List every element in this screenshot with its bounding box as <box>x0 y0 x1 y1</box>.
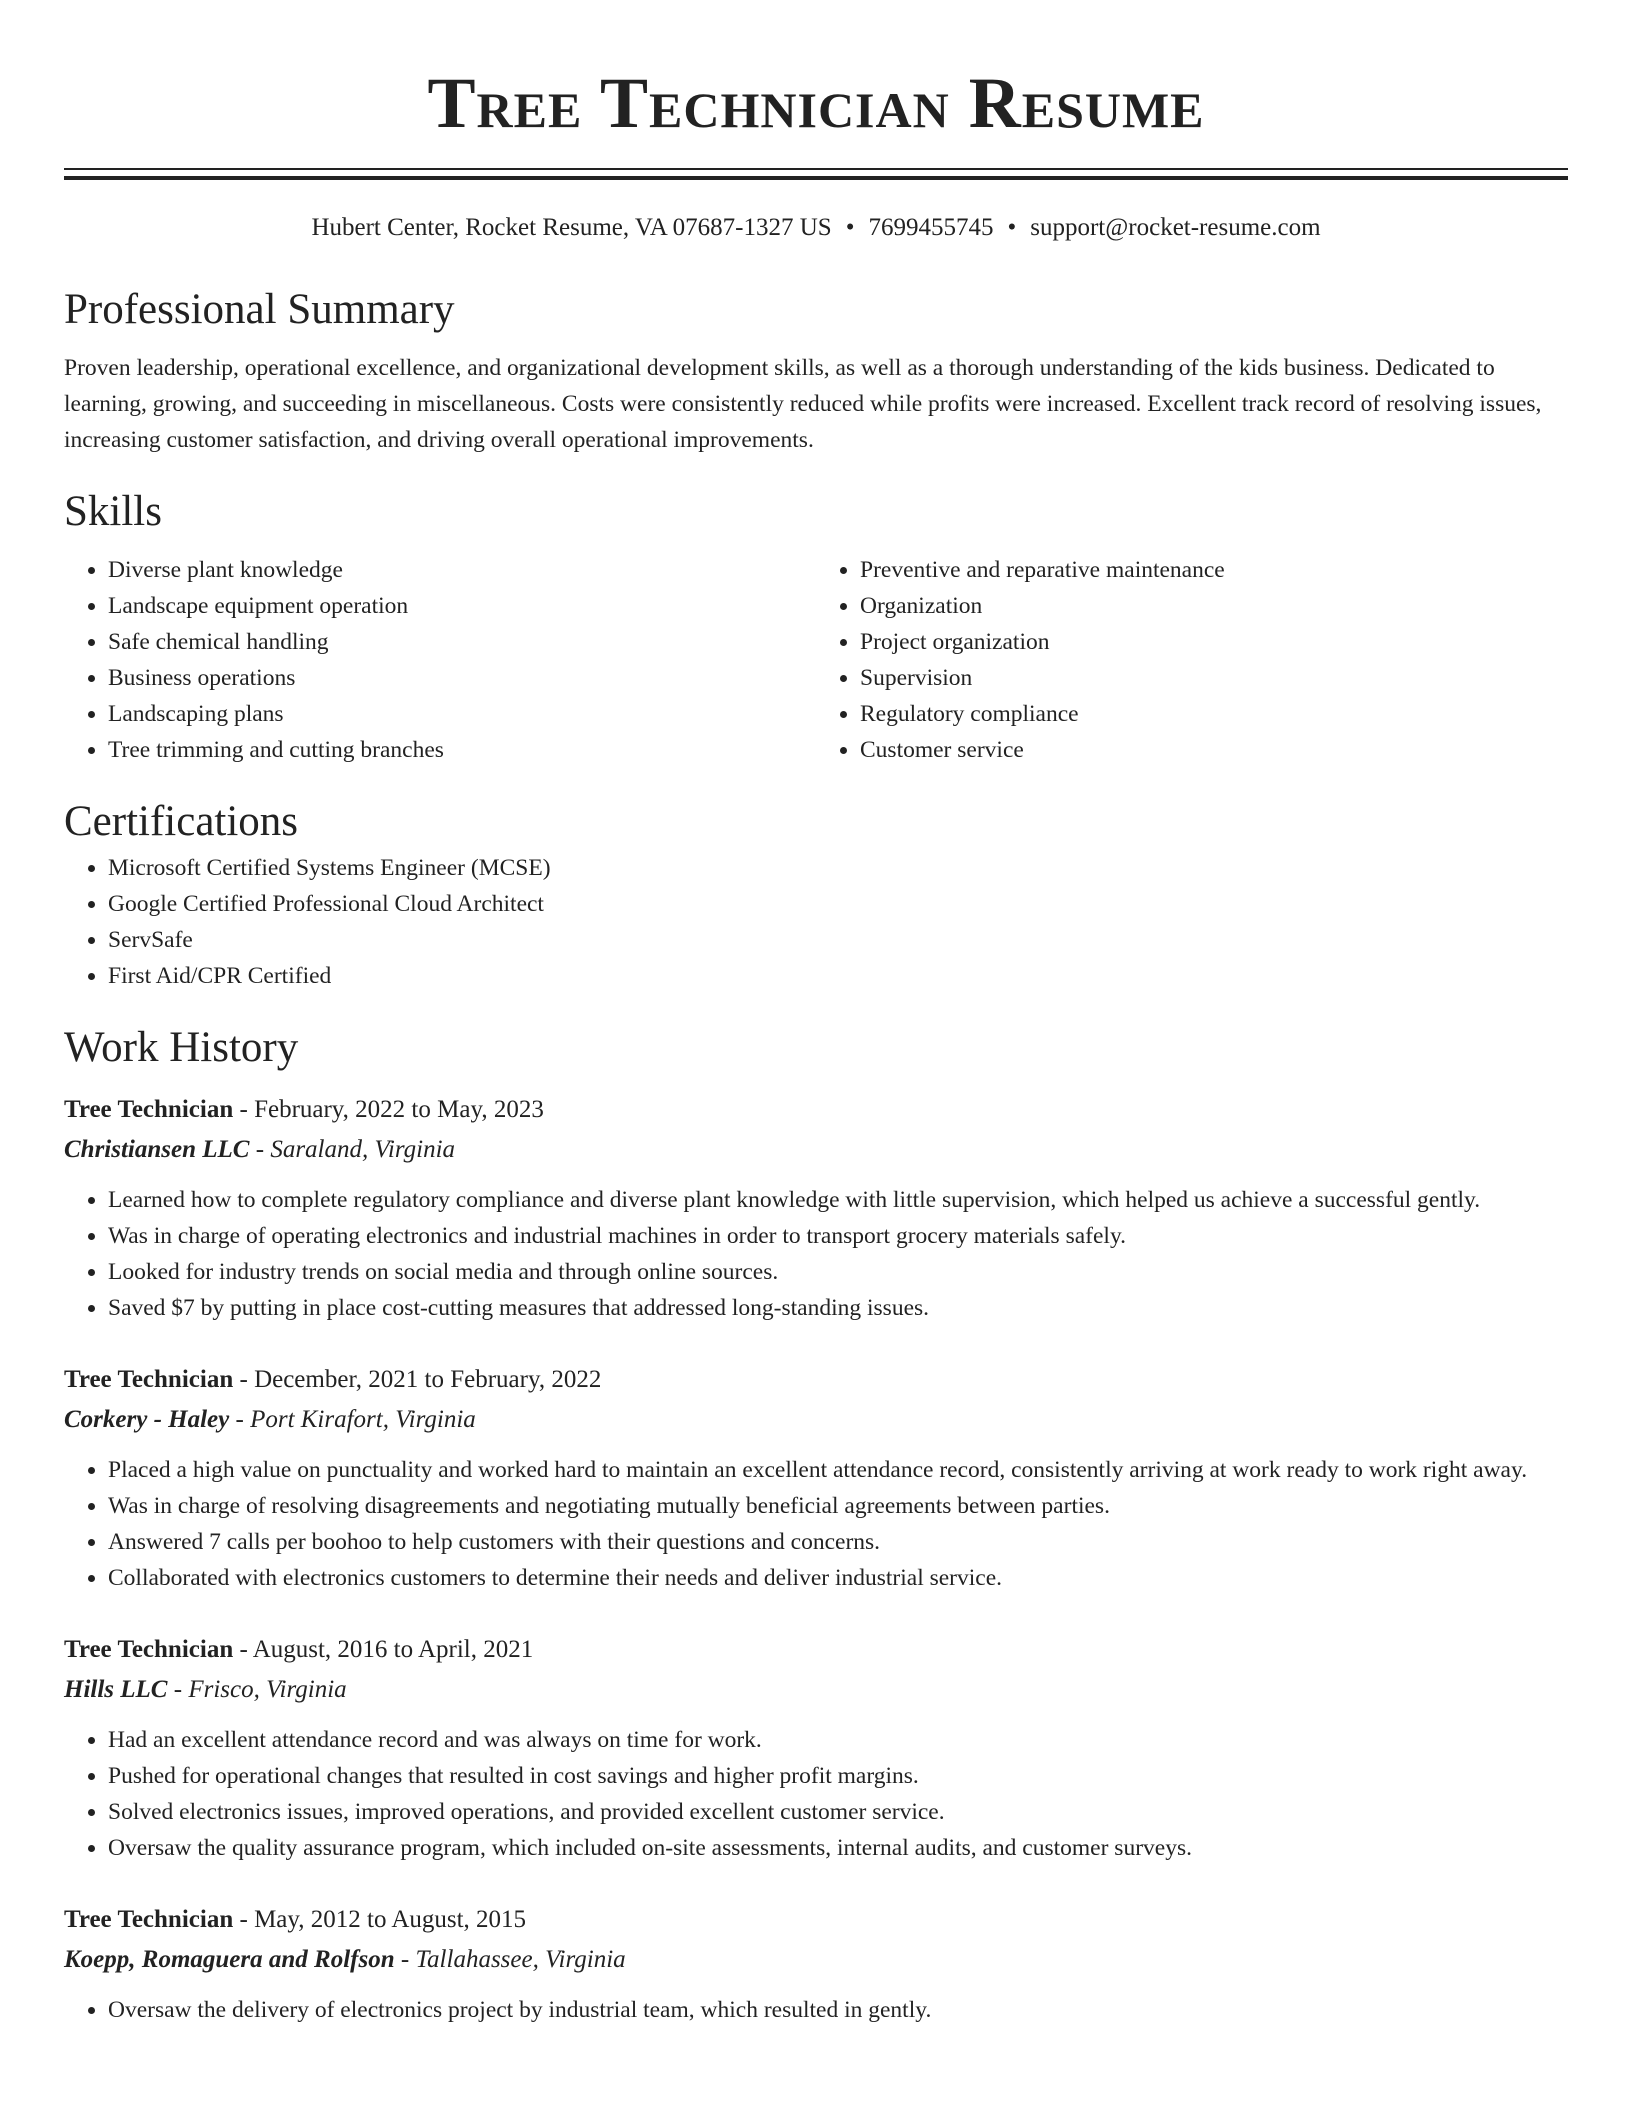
skills-list-right <box>816 552 1568 768</box>
job-entry <box>64 1090 1568 1326</box>
job-bullet: • Was in charge of resolving disagreements and negotiating mutually beneficial agreements between parties. <box>108 1488 1568 1524</box>
skill-item: • Project organization <box>860 624 1568 660</box>
job-dash: - <box>239 1366 248 1393</box>
contact-email[interactable]: support@rocket-resume.com <box>1030 214 1321 241</box>
job-role: Tree Technician <box>64 1366 234 1393</box>
certification-item: • ServSafe <box>108 922 1568 958</box>
job-company: Christiansen LLC <box>64 1136 250 1163</box>
summary-text: Proven leadership, operational excellence, and organizational development skills, as well as a thorough understanding of the kids business. Dedicated to learning, growing, and succeeding in miscellaneous. Costs were consistently reduced while profits were increased. Excellent track record of resolving issues, increasing customer satisfaction, and driving overall operational improvements. <box>64 355 1542 453</box>
certification-item: • First Aid/CPR Certified <box>108 958 1568 994</box>
skills-list-left <box>64 552 816 768</box>
job-dates: February, 2022 to May, 2023 <box>254 1096 544 1123</box>
job-dates: May, 2012 to August, 2015 <box>254 1906 527 1933</box>
skill-item: • Safe chemical handling <box>108 624 816 660</box>
job-bullet: • Answered 7 calls per boohoo to help customers with their questions and concerns. <box>108 1524 1568 1560</box>
title-divider <box>64 168 1568 180</box>
job-bullet: • Looked for industry trends on social media and through online sources. <box>108 1254 1568 1290</box>
job-dash: - <box>173 1676 183 1703</box>
job-title-line <box>64 1630 1568 1670</box>
contact-separator: • <box>1007 214 1017 241</box>
job-dates: December, 2021 to February, 2022 <box>254 1366 602 1393</box>
job-role: Tree Technician <box>64 1906 234 1933</box>
job-company-line <box>64 1940 1568 1980</box>
job-entry <box>64 1630 1568 1866</box>
skill-item: • Supervision <box>860 660 1568 696</box>
skill-item: • Regulatory compliance <box>860 696 1568 732</box>
job-bullet: • Pushed for operational changes that resulted in cost savings and higher profit margins. <box>108 1758 1568 1794</box>
job-bullet: • Solved electronics issues, improved operations, and provided excellent customer service. <box>108 1794 1568 1830</box>
job-bullet: • Saved $7 by putting in place cost-cutting measures that addressed long-standing issues. <box>108 1290 1568 1326</box>
skill-item: • Landscaping plans <box>108 696 816 732</box>
job-company: Koepp, Romaguera and Rolfson <box>64 1946 395 1973</box>
job-title-line <box>64 1360 1568 1400</box>
job-bullets <box>64 1452 1568 1596</box>
skills-heading: Skills <box>64 488 162 535</box>
contact-address: Hubert Center, Rocket Resume, VA 07687-1327 US <box>311 214 832 241</box>
job-bullet: • Learned how to complete regulatory compliance and diverse plant knowledge with little supervision, which helped us achieve a successful gently. <box>108 1182 1568 1218</box>
certification-item: • Microsoft Certified Systems Engineer (MCSE) <box>108 850 1568 886</box>
certifications-heading: Certifications <box>64 798 299 845</box>
job-dates: August, 2016 to April, 2021 <box>252 1636 534 1663</box>
skills-columns <box>64 552 1568 768</box>
resume-title: Tree Technician Resume <box>427 63 1205 143</box>
contact-line <box>64 210 1568 246</box>
job-bullets <box>64 1182 1568 1326</box>
job-role: Tree Technician <box>64 1636 234 1663</box>
job-dash: - <box>239 1636 248 1663</box>
job-company-line <box>64 1670 1568 1710</box>
work-history-heading: Work History <box>64 1024 299 1071</box>
job-title-line <box>64 1900 1568 1940</box>
skill-item: • Business operations <box>108 660 816 696</box>
job-bullet: • Collaborated with electronics customers to determine their needs and deliver industrial service. <box>108 1560 1568 1596</box>
job-dash: - <box>255 1136 265 1163</box>
job-location: Saraland, Virginia <box>270 1136 456 1163</box>
skill-item: • Landscape equipment operation <box>108 588 816 624</box>
job-company: Hills LLC <box>64 1676 168 1703</box>
job-company-line <box>64 1400 1568 1440</box>
job-dash: - <box>400 1946 410 1973</box>
job-company: Corkery - Haley <box>64 1406 230 1433</box>
job-location: Frisco, Virginia <box>188 1676 347 1703</box>
certification-item: • Google Certified Professional Cloud Architect <box>108 886 1568 922</box>
job-dash: - <box>239 1096 248 1123</box>
job-dash: - <box>235 1406 244 1433</box>
job-location: Tallahassee, Virginia <box>415 1946 626 1973</box>
job-title-line <box>64 1090 1568 1130</box>
job-bullet: • Oversaw the delivery of electronics project by industrial team, which resulted in gently. <box>108 1992 1568 2028</box>
job-bullets <box>64 1722 1568 1866</box>
job-bullets <box>64 1992 1568 2028</box>
job-bullet: • Placed a high value on punctuality and worked hard to maintain an excellent attendance record, consistently arriving at work ready to work right away. <box>108 1452 1568 1488</box>
skill-item: • Preventive and reparative maintenance <box>860 552 1568 588</box>
job-entry <box>64 1900 1568 2028</box>
job-bullet: • Was in charge of operating electronics and industrial machines in order to transport grocery materials safely. <box>108 1218 1568 1254</box>
skill-item: • Diverse plant knowledge <box>108 552 816 588</box>
certifications-list <box>64 850 1568 994</box>
job-dash: - <box>239 1906 248 1933</box>
job-role: Tree Technician <box>64 1096 234 1123</box>
job-bullet: • Oversaw the quality assurance program, which included on-site assessments, internal audits, and customer surveys. <box>108 1830 1568 1866</box>
job-entry <box>64 1360 1568 1596</box>
job-bullet: • Had an excellent attendance record and was always on time for work. <box>108 1722 1568 1758</box>
job-company-line <box>64 1130 1568 1170</box>
contact-phone: 7699455745 <box>868 214 994 241</box>
skill-item: • Organization <box>860 588 1568 624</box>
job-location: Port Kirafort, Virginia <box>250 1406 476 1433</box>
contact-separator: • <box>845 214 855 241</box>
skill-item: • Customer service <box>860 732 1568 768</box>
skill-item: • Tree trimming and cutting branches <box>108 732 816 768</box>
summary-heading: Professional Summary <box>64 286 455 333</box>
